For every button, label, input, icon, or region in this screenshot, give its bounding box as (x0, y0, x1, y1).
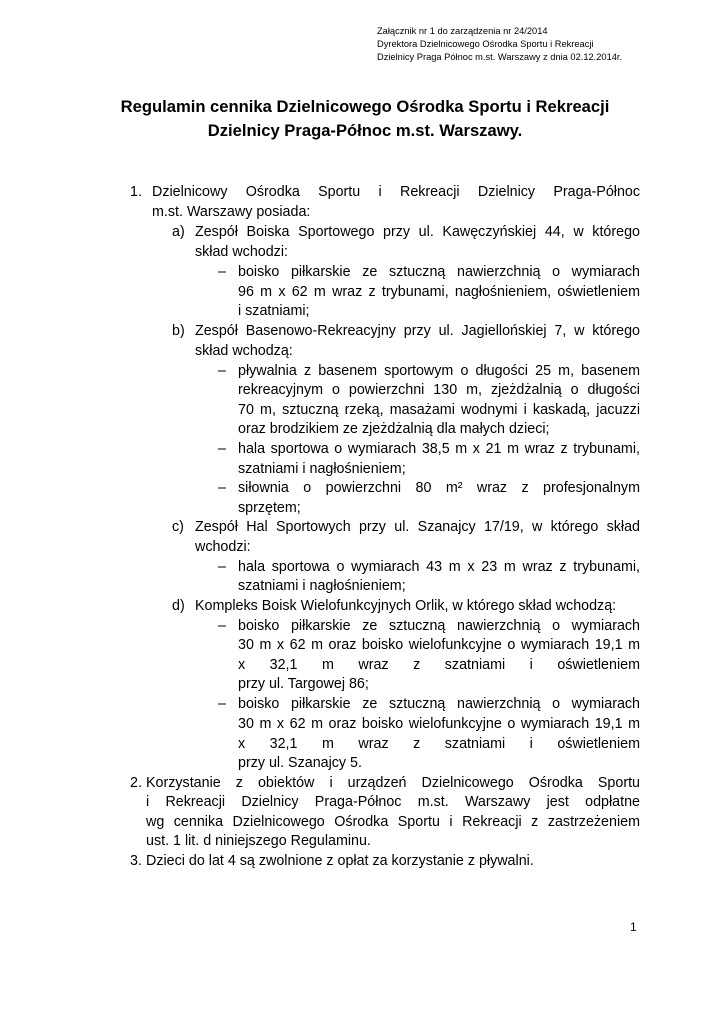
subsection-label: a) (172, 224, 185, 240)
bullet-text-line: boisko piłkarskie ze sztuczną nawierzchnią o wymiarach (238, 618, 640, 634)
subsection-text-line: skład wchodzi: (195, 244, 288, 260)
bullet-dash: – (218, 618, 226, 634)
section-text-line: Dzielnicowy Ośrodka Sportu i Rekreacji Dzielnicy Praga-Północ (152, 184, 640, 200)
section-text-line: Korzystanie z obiektów i urządzeń Dzielnicowego Ośrodka Sportu (146, 775, 640, 791)
bullet-text-line: boisko piłkarskie ze sztuczną nawierzchnią o wymiarach (238, 264, 640, 280)
bullet-text-line: 30 m x 62 m oraz boisko wielofunkcyjne o wymiarach 19,1 m (238, 716, 640, 732)
bullet-text-line: rekreacyjnym o powierzchni 130 m, zjeżdżalnią o długości (238, 382, 640, 398)
header-note-line: Dzielnicy Praga Północ m.st. Warszawy z dnia 02.12.2014r. (377, 52, 623, 62)
bullet-text-line: sprzętem; (238, 500, 301, 516)
subsection-label: b) (172, 323, 185, 339)
bullet-text-line: szatniami i nagłośnieniem; (238, 461, 406, 477)
page-number: 1 (630, 920, 637, 934)
bullet-text-line: 70 m, sztuczną rzeką, masażami wodnymi i kaskadą, jacuzzi (238, 402, 640, 418)
subsection-label: c) (172, 519, 184, 535)
bullet-dash: – (218, 363, 226, 379)
bullet-text-line: x 32,1 m wraz z szatniami i oświetleniem (238, 736, 640, 752)
bullet-dash: – (218, 480, 226, 496)
subsection-text-line: Kompleks Boisk Wielofunkcyjnych Orlik, w którego skład wchodzą: (195, 598, 617, 614)
bullet-text-line: przy ul. Targowej 86; (238, 676, 369, 692)
bullet-text-line: siłownia o powierzchni 80 m² wraz z profesjonalnym (238, 480, 640, 496)
bullet-text-line: boisko piłkarskie ze sztuczną nawierzchnią o wymiarach (238, 696, 640, 712)
section-text-line: Dzieci do lat 4 są zwolnione z opłat za korzystanie z pływalni. (146, 853, 534, 869)
section-number: 3. (130, 853, 142, 869)
bullet-text-line: przy ul. Szanajcy 5. (238, 755, 362, 771)
bullet-text-line: 30 m x 62 m oraz boisko wielofunkcyjne o wymiarach 19,1 m (238, 637, 640, 653)
section-text-line: ust. 1 lit. d niniejszego Regulaminu. (146, 833, 371, 849)
section-text-line: i Rekreacji Dzielnicy Praga-Północ m.st. Warszawy jest odpłatne (146, 794, 640, 810)
bullet-text-line: oraz brodzikiem ze zjeżdżalnią dla małych dzieci; (238, 421, 550, 437)
bullet-dash: – (218, 441, 226, 457)
title-line: Dzielnicy Praga-Północ m.st. Warszawy. (207, 121, 523, 140)
header-note-line: Załącznik nr 1 do zarządzenia nr 24/2014 (377, 26, 548, 36)
subsection-text-line: skład wchodzą: (195, 343, 293, 359)
subsection-label: d) (172, 598, 185, 614)
bullet-text-line: hala sportowa o wymiarach 38,5 m x 21 m wraz z trybunami, (238, 441, 640, 457)
bullet-text-line: i szatniami; (238, 303, 310, 319)
subsection-text-line: Zespół Hal Sportowych przy ul. Szanajcy 17/19, w którego skład (195, 519, 640, 535)
bullet-text-line: x 32,1 m wraz z szatniami i oświetleniem (238, 657, 640, 673)
section-text-line: m.st. Warszawy posiada: (152, 204, 311, 220)
section-number: 1. (130, 184, 142, 200)
subsection-text-line: Zespół Boiska Sportowego przy ul. Kawęczyńskiej 44, w którego (195, 224, 640, 240)
document-title (60, 95, 670, 143)
section-text-line: wg cennika Dzielnicowego Ośrodka Sportu i Rekreacji z zastrzeżeniem (146, 814, 640, 830)
bullet-dash: – (218, 264, 226, 280)
subsection-text-line: Zespół Basenowo-Rekreacyjny przy ul. Jagiellońskiej 7, w którego (195, 323, 640, 339)
title-line: Regulamin cennika Dzielnicowego Ośrodka Sportu i Rekreacji (120, 97, 610, 116)
subsection-text-line: wchodzi: (195, 539, 251, 555)
header-note-line: Dyrektora Dzielnicowego Ośrodka Sportu i Rekreacji (377, 39, 594, 49)
section-number: 2. (130, 775, 142, 791)
header-note (377, 25, 622, 64)
bullet-text-line: szatniami i nagłośnieniem; (238, 578, 406, 594)
bullet-text-line: 96 m x 62 m wraz z trybunami, nagłośnieniem, oświetleniem (238, 284, 640, 300)
bullet-dash: – (218, 559, 226, 575)
bullet-text-line: pływalnia z basenem sportowym o długości 25 m, basenem (238, 363, 640, 379)
bullet-text-line: hala sportowa o wymiarach 43 m x 23 m wraz z trybunami, (238, 559, 640, 575)
bullet-dash: – (218, 696, 226, 712)
